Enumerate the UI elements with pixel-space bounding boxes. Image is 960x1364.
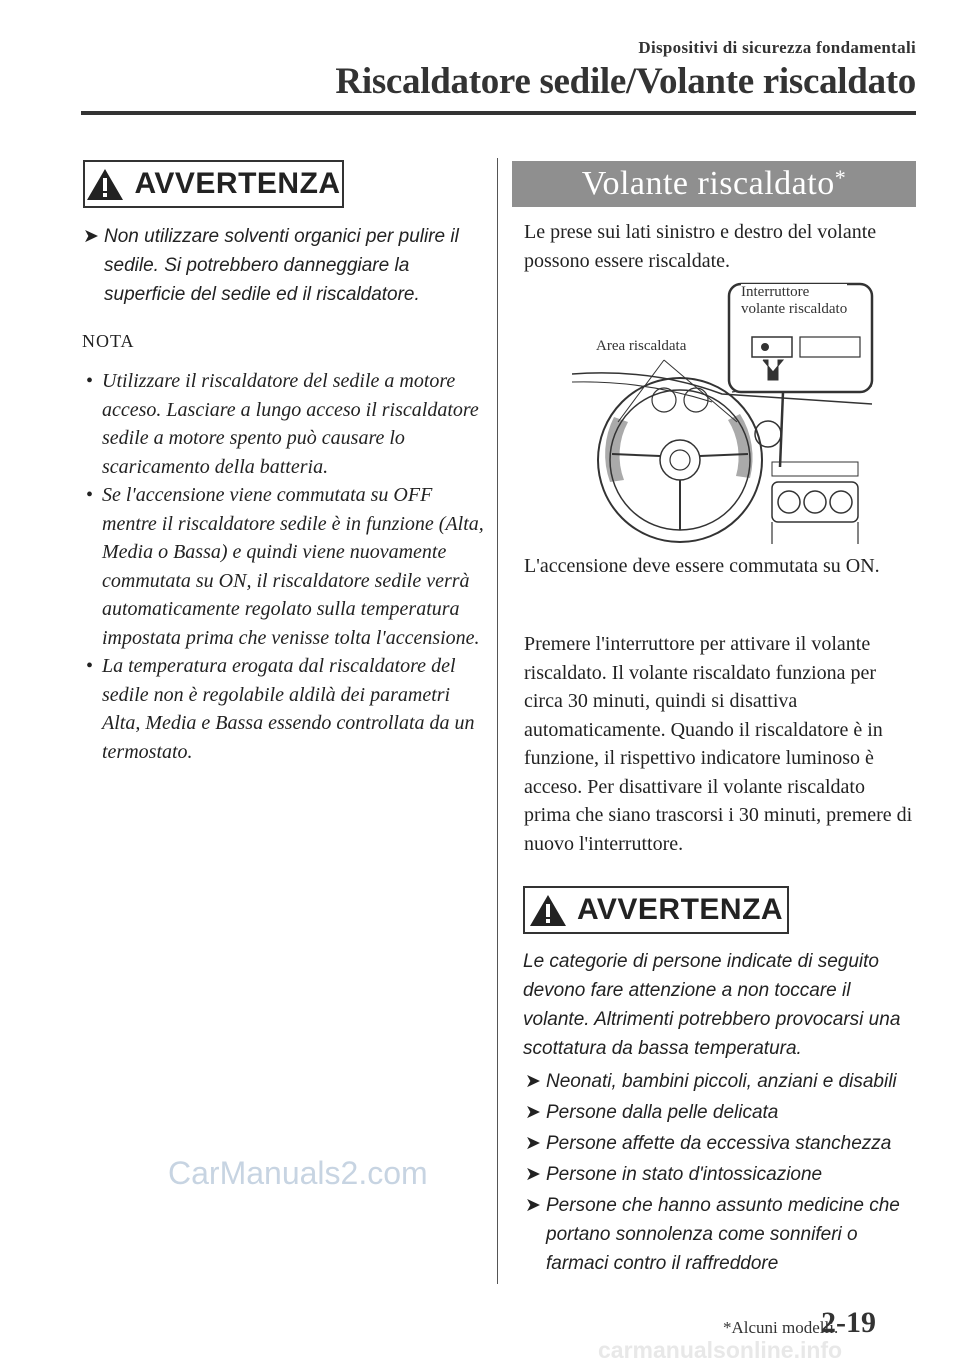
note-list <box>84 367 484 766</box>
models-marker: * <box>834 165 847 190</box>
header-divider <box>81 111 916 115</box>
site-watermark: carmanualsonline.info <box>598 1337 843 1363</box>
warning-box-left <box>83 160 344 208</box>
intro-text: Le prese sui lati sinistro e destro del volante possono essere riscaldate. <box>524 221 877 272</box>
list-item: ➤ Persone affette da eccessiva stanchezza <box>525 1129 917 1158</box>
arrow-bullet-icon: ➤ <box>525 1195 541 1216</box>
page-title: Riscaldatore sedile/Volante riscaldato <box>335 61 916 102</box>
warning-box-right <box>523 886 789 934</box>
arrow-bullet-icon: ➤ <box>525 1102 541 1123</box>
warning-list <box>525 1067 917 1280</box>
list-item: ➤ Persone dalla pelle delicata <box>525 1098 917 1127</box>
warning-intro: Le categorie di persone indicate di seguito devono fare attenzione a non toccare il volante. Altrimenti potrebbero provocarsi una scottatura da bassa temperatura. <box>523 951 901 1059</box>
column-divider <box>497 158 498 1284</box>
watermark: CarManuals2.com <box>168 1155 428 1191</box>
steering-wheel-illustration <box>572 282 876 544</box>
bullet-icon: • <box>86 655 94 677</box>
arrow-bullet-icon: ➤ <box>525 1133 541 1154</box>
operation-text: Premere l'interruttore per attivare il volante riscaldato. Il volante riscaldato funziona per circa 30 minuti, quindi si disattiva automaticamente. Quando il riscaldatore è in funzione, il rispettivo indicatore luminoso è acceso. Per disattivare il volante riscaldato prima che siano trascorsi i 30 minuti, premere di nuovo l'interruttore. <box>524 633 913 855</box>
warning-icon <box>529 894 567 927</box>
bullet-icon: • <box>86 484 94 506</box>
list-item: ➤ Persone che hanno assunto medicine che portano sonnolenza come sonniferi o farmaci contro il raffreddore <box>525 1191 917 1278</box>
list-item: ➤ Neonati, bambini piccoli, anziani e disabili <box>525 1067 917 1096</box>
steering-wheel-figure <box>572 282 876 544</box>
footnote: *Alcuni modelli. <box>723 1318 839 1337</box>
warning-label: AVVERTENZA <box>576 893 784 926</box>
warning-item: ➤ Non utilizzare solventi organici per pulire il sedile. Si potrebbero danneggiare la superficie del sedile ed il riscaldatore. <box>83 222 483 309</box>
list-item: • Se l'accensione viene commutata su OFF mentre il riscaldatore sedile è in funzione (Alta, Media o Bassa) e quindi viene nuovamente commutata su ON, il riscaldatore sedile verrà automaticamente regolato sulla temperatura impostata prima che venisse tolta l'accensione. <box>84 481 484 652</box>
list-item: • Utilizzare il riscaldatore del sedile a motore acceso. Lasciare a lungo acceso il riscaldatore sedile a motore spento può causare lo scaricamento della batteria. <box>84 367 484 481</box>
ignition-text: L'accensione deve essere commutata su ON. <box>524 555 880 577</box>
arrow-bullet-icon: ➤ <box>83 226 99 247</box>
list-item: ➤ Persone in stato d'intossicazione <box>525 1160 917 1189</box>
section-title: Volante riscaldato * <box>512 161 916 207</box>
nota-label: NOTA <box>82 331 135 351</box>
bullet-icon: • <box>86 370 94 392</box>
warning-icon <box>86 168 124 201</box>
list-item: • La temperatura erogata dal riscaldatore del sedile non è regolabile aldilà dei parametri Alta, Media e Bassa essendo controllata da un termostato. <box>84 652 484 766</box>
switch-label: Interruttore volante riscaldato <box>741 284 848 317</box>
arrow-bullet-icon: ➤ <box>525 1164 541 1185</box>
section-header: Dispositivi di sicurezza fondamentali <box>638 38 916 57</box>
arrow-bullet-icon: ➤ <box>525 1071 541 1092</box>
page-number: 2-19 <box>821 1306 876 1339</box>
area-label: Area riscaldata <box>596 338 687 354</box>
warning-label: AVVERTENZA <box>134 167 341 200</box>
